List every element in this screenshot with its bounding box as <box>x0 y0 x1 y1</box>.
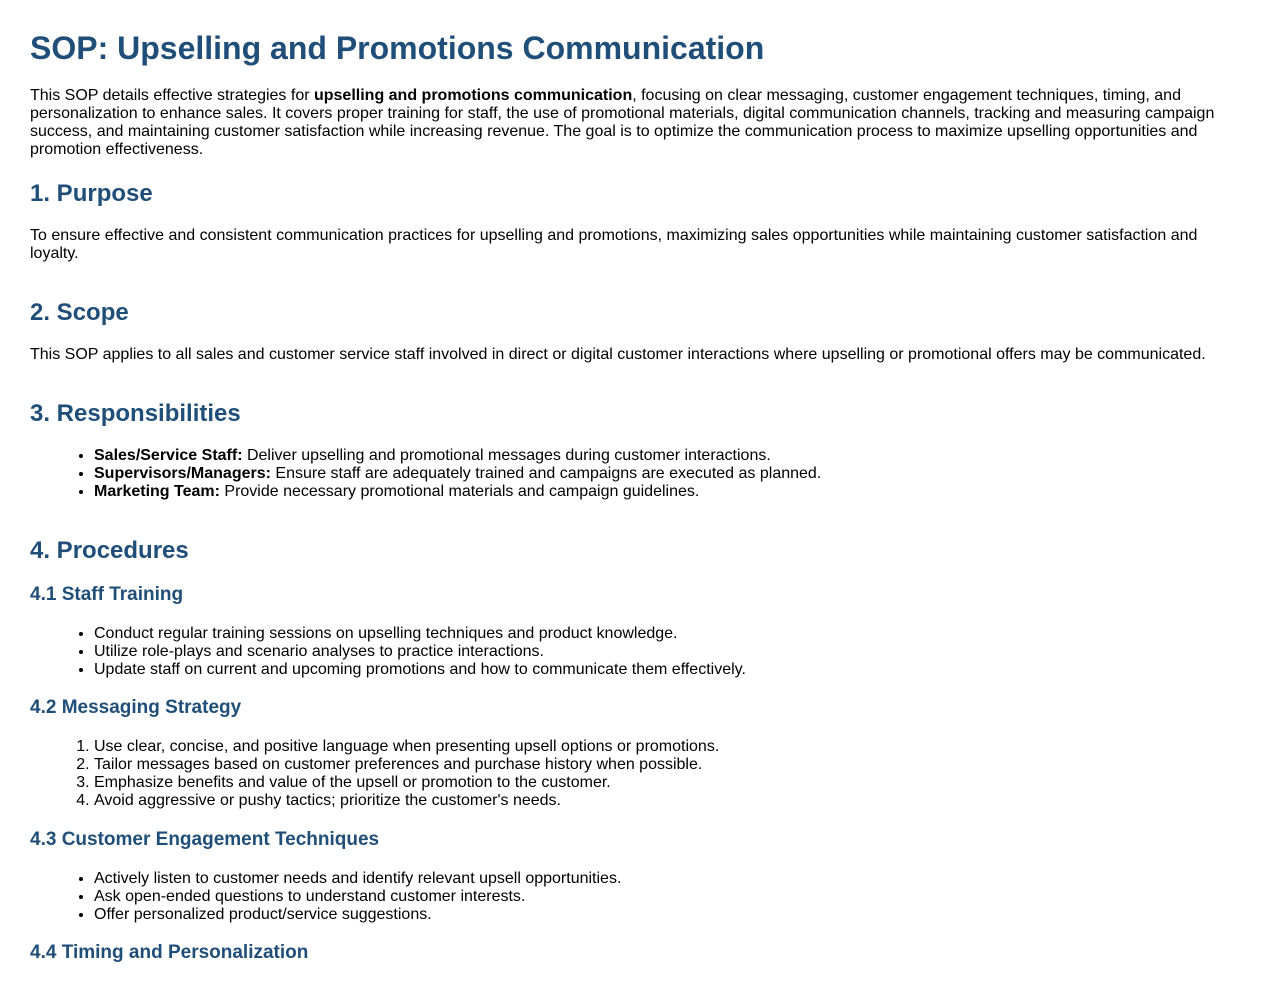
list-item: • Utilize role-plays and scenario analyses to practice interactions. <box>94 643 746 661</box>
role-label: Marketing Team: <box>94 483 220 500</box>
intro-text-start: This SOP details effective strategies for <box>30 87 314 104</box>
messaging-strategy-list <box>30 738 719 810</box>
purpose-text: To ensure effective and consistent communication practices for upselling and promotions, maximizing sales opportunities while maintaining customer satisfaction and loyalty. <box>30 227 1198 262</box>
subsection-heading-messaging-strategy: 4.2 Messaging Strategy <box>30 697 242 718</box>
role-description: Ensure staff are adequately trained and campaigns are executed as planned. <box>270 465 822 482</box>
intro-bold-phrase: upselling and promotions communication <box>313 87 633 104</box>
role-label: Sales/Service Staff: <box>94 447 243 464</box>
role-label: Supervisors/Managers: <box>94 465 271 482</box>
list-item: • Actively listen to customer needs and identify relevant upsell opportunities. <box>94 870 621 888</box>
list-item <box>94 483 821 501</box>
list-item: 1. Use clear, concise, and positive language when presenting upsell options or promotions. <box>94 738 719 756</box>
intro-text-end: , focusing on clear messaging, customer engagement techniques, timing, and personalization to enhance sales. It covers proper training for staff, the use of promotional materials, digital communication channels, tracking and measuring campaign success, and maintaining customer satisfaction while increasing revenue. The goal is to optimize the communication process to maximize upselling opportunities and promotion effectiveness. <box>30 87 1215 158</box>
list-item <box>94 447 821 465</box>
list-item: • Update staff on current and upcoming promotions and how to communicate them effectively. <box>94 661 746 679</box>
section-heading-scope: 2. Scope <box>30 299 129 326</box>
responsibilities-list <box>30 447 821 501</box>
list-item: • Conduct regular training sessions on upselling techniques and product knowledge. <box>94 625 746 643</box>
list-item: 2. Tailor messages based on customer preferences and purchase history when possible. <box>94 756 719 774</box>
subsection-heading-staff-training: 4.1 Staff Training <box>30 584 184 605</box>
list-item: • Ask open-ended questions to understand customer interests. <box>94 888 621 906</box>
page-title: SOP: Upselling and Promotions Communication <box>30 30 765 66</box>
engagement-list <box>30 870 621 924</box>
role-description: Provide necessary promotional materials and campaign guidelines. <box>219 483 700 500</box>
list-item: 4. Avoid aggressive or pushy tactics; prioritize the customer's needs. <box>94 792 719 810</box>
staff-training-list <box>30 625 746 679</box>
subsection-heading-engagement: 4.3 Customer Engagement Techniques <box>30 829 380 850</box>
section-heading-responsibilities: 3. Responsibilities <box>30 400 241 427</box>
section-heading-procedures: 4. Procedures <box>30 537 189 564</box>
scope-text: This SOP applies to all sales and customer service staff involved in direct or digital customer interactions where upselling or promotional offers may be communicated. <box>30 346 1206 363</box>
subsection-heading-timing: 4.4 Timing and Personalization <box>30 942 309 963</box>
intro-paragraph <box>30 87 1230 159</box>
section-heading-purpose: 1. Purpose <box>30 180 153 207</box>
list-item: • Offer personalized product/service suggestions. <box>94 906 621 924</box>
role-description: Deliver upselling and promotional messages during customer interactions. <box>242 447 771 464</box>
list-item <box>94 465 821 483</box>
list-item: 3. Emphasize benefits and value of the upsell or promotion to the customer. <box>94 774 719 792</box>
